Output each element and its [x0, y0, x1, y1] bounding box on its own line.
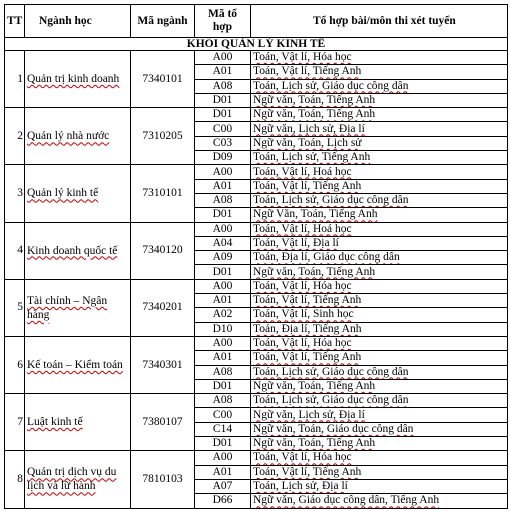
major-code: 7340301 [131, 336, 195, 393]
combo-subjects: Toán, Lịch sử, Giáo dục công dân [253, 365, 409, 378]
combo-subjects: Toán, Vật lí, Địa lí [253, 237, 339, 249]
major-name: Kế toán – Kiểm toán [27, 359, 123, 372]
combo-subjects: Toán, Vật lí, Tiếng Anh [253, 179, 362, 192]
combo-subjects: Toán, Địa lí, Giáo dục công dân [253, 251, 400, 264]
combo-subjects: Ngữ văn, Lịch sử, Địa lí [253, 122, 365, 135]
combo-code: A04 [195, 236, 251, 250]
combo-code: A02 [195, 308, 251, 322]
table-row [5, 165, 508, 179]
major-index: 5 [5, 279, 25, 336]
combo-subjects: Ngữ văn, Toán, Giáo dục công dân [253, 422, 414, 435]
table-row [5, 279, 508, 293]
combo-subjects: Toán, Vật lí, Hóa học [253, 451, 352, 464]
admission-table [4, 4, 508, 509]
combo-subjects: Ngữ văn, Toán, Tiếng Anh [253, 265, 376, 278]
major-name: Kinh doanh quốc tế [27, 244, 118, 257]
combo-code: A01 [195, 65, 251, 79]
major-code: 7340101 [131, 51, 195, 108]
combo-code: C14 [195, 422, 251, 436]
combo-subjects: Ngữ văn, Toán, Tiếng Anh [253, 437, 376, 450]
combo-code: D66 [195, 494, 251, 508]
major-index: 2 [5, 108, 25, 165]
combo-subjects: Ngữ văn, Toán, Tiếng Anh [253, 379, 376, 392]
major-name: Quản lý kinh tế [27, 187, 99, 200]
major-index: 7 [5, 394, 25, 451]
combo-subjects: Toán, Vật lí, Tiếng Anh [253, 294, 362, 307]
combo-code: A09 [195, 251, 251, 265]
major-code: 7380107 [131, 394, 195, 451]
header-tt: TT [5, 5, 25, 38]
combo-code: A01 [195, 465, 251, 479]
combo-code: D10 [195, 322, 251, 336]
combo-subjects: Toán, Lịch sử, Giáo dục công dân [253, 194, 409, 207]
combo-subjects: Toán, Vật lí, Hóa học [253, 51, 352, 64]
combo-subjects: Toán, Vật lí, Hoá học [253, 222, 352, 235]
major-code: 7310101 [131, 165, 195, 222]
combo-code: A00 [195, 336, 251, 350]
major-code: 7340120 [131, 222, 195, 279]
combo-subjects: Toán, Lịch sử, Địa lí [253, 480, 348, 493]
combo-subjects: Ngữ văn, Lịch sử, Địa lí [253, 408, 365, 421]
combo-code: A00 [195, 279, 251, 293]
major-index: 4 [5, 222, 25, 279]
major-index: 3 [5, 165, 25, 222]
combo-code: D01 [195, 93, 251, 107]
combo-code: A08 [195, 394, 251, 408]
table-row [5, 394, 508, 408]
combo-subjects: Toán, Lịch sử, Giáo dục công dân [253, 79, 409, 92]
combo-subjects: Toán, Vật lí, Hóa học [253, 337, 352, 350]
combo-subjects: Ngữ văn, Giáo dục công dân, Tiếng Anh [253, 494, 440, 507]
table-row [5, 222, 508, 236]
table-row [5, 108, 508, 122]
combo-code: D01 [195, 108, 251, 122]
major-name: Tài chính – Ngân hàng [27, 294, 108, 321]
combo-code: C03 [195, 136, 251, 150]
header-major-code: Mã ngành [131, 5, 195, 38]
combo-code: D01 [195, 265, 251, 279]
combo-subjects: Toán, Vật lí, Tiếng Anh [253, 351, 362, 364]
combo-code: A01 [195, 351, 251, 365]
combo-code: A08 [195, 193, 251, 207]
header-combo-code: Mã tổ hợp [195, 5, 251, 38]
combo-subjects: Toán, Lịch sử, Giáo dục công dân [253, 394, 409, 407]
major-name: Quản trị kinh doanh [27, 73, 120, 86]
table-row [5, 451, 508, 465]
combo-subjects: Ngữ Văn, Toán, Tiếng Anh [253, 208, 378, 221]
major-name: Quản lý nhà nước [27, 130, 110, 143]
header-subjects: Tổ hợp bài/môn thi xét tuyển [251, 5, 508, 38]
major-code: 7810103 [131, 451, 195, 508]
combo-code: A00 [195, 51, 251, 65]
combo-subjects: Toán, Vật lí, Sinh học [253, 308, 354, 321]
combo-code: C00 [195, 408, 251, 422]
combo-code: D09 [195, 151, 251, 165]
header-row [5, 5, 508, 38]
major-index: 8 [5, 451, 25, 508]
combo-code: A01 [195, 179, 251, 193]
combo-subjects: Toán, Lịch sử, Tiếng Anh [253, 151, 371, 164]
combo-code: A07 [195, 479, 251, 493]
major-code: 7340201 [131, 279, 195, 336]
major-name: Luật kinh tế [27, 416, 83, 429]
combo-code: D01 [195, 379, 251, 393]
combo-subjects: Toán, Vật lí, Tiếng Anh [253, 465, 362, 478]
major-index: 1 [5, 51, 25, 108]
major-index: 6 [5, 336, 25, 393]
combo-subjects: Toán, Vật lí, Hóa học [253, 279, 352, 292]
combo-code: A00 [195, 222, 251, 236]
combo-code: A08 [195, 365, 251, 379]
section-row [5, 38, 508, 51]
header-major: Ngành học [25, 5, 131, 38]
combo-code: C00 [195, 122, 251, 136]
combo-subjects: Ngữ văn, Toán, Tiếng Anh [253, 94, 376, 107]
table-row [5, 336, 508, 350]
table-row [5, 51, 508, 65]
combo-code: D01 [195, 437, 251, 451]
combo-code: A00 [195, 451, 251, 465]
combo-subjects: Toán, Vật lí, Hoá học [253, 165, 352, 178]
combo-code: A08 [195, 79, 251, 93]
combo-subjects: Toán, Vật lí, Tiếng Anh [253, 65, 362, 78]
major-code: 7310205 [131, 108, 195, 165]
combo-code: A00 [195, 165, 251, 179]
combo-code: A01 [195, 294, 251, 308]
combo-subjects: Ngữ văn, Toán, Lịch sử [253, 136, 362, 149]
major-name: Quản trị dịch vụ du lịch và lữ hành [27, 466, 117, 493]
combo-code: D01 [195, 208, 251, 222]
section-title: KHỐI QUẢN LÝ KINH TẾ [5, 38, 508, 51]
combo-subjects: Ngữ văn, Toán, Tiếng Anh [253, 108, 376, 121]
combo-subjects: Toán, Địa lí, Tiếng Anh [253, 322, 362, 335]
